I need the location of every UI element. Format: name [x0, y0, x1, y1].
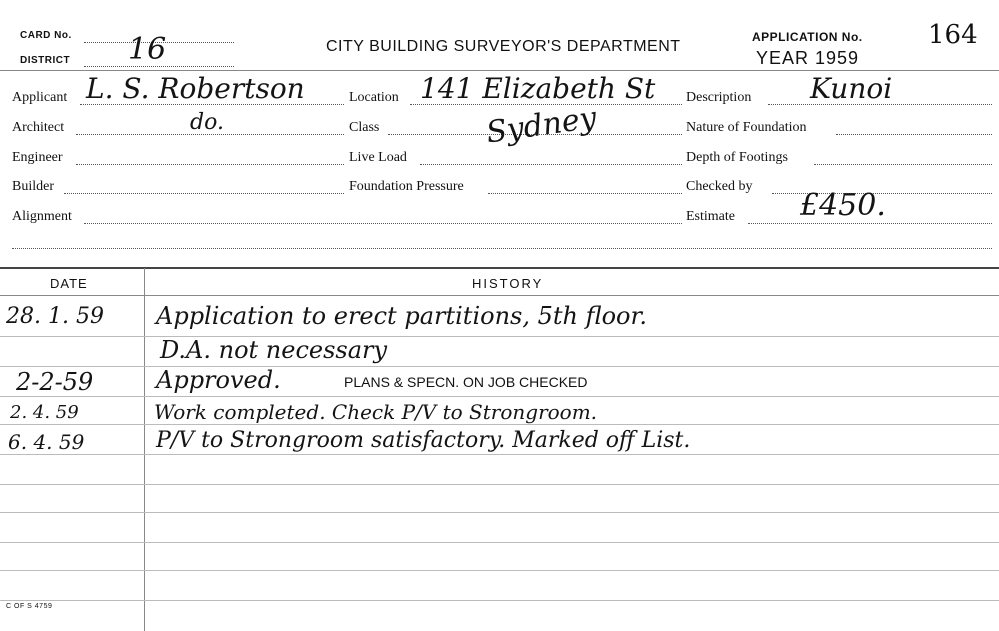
- engineer-line: [76, 164, 344, 165]
- class-label: Class: [349, 120, 380, 135]
- history-header: HISTORY: [472, 276, 544, 291]
- history-line: [0, 484, 999, 485]
- nature-line: [836, 134, 992, 135]
- depth-of-footings-label: Depth of Footings: [686, 150, 788, 165]
- history-line: [0, 396, 999, 397]
- application-number: 164: [928, 20, 978, 50]
- history-line: [0, 336, 999, 337]
- history-top-rule: [0, 267, 999, 269]
- history-line: [0, 542, 999, 543]
- location-label: Location: [349, 90, 399, 105]
- entry-text: P/V to Strongroom satisfactory. Marked off List.: [156, 428, 691, 453]
- year-label: YEAR 1959: [756, 48, 860, 68]
- history-line: [0, 570, 999, 571]
- card-no-label: CARD No.: [20, 30, 72, 41]
- live-load-label: Live Load: [349, 150, 407, 165]
- checked-by-label: Checked by: [686, 179, 753, 194]
- description-value: Kunoi: [810, 72, 893, 105]
- date-header: DATE: [50, 276, 88, 291]
- entry-text: Approved.: [156, 366, 281, 394]
- entry-text: D.A. not necessary: [160, 336, 388, 364]
- depth-line: [814, 164, 992, 165]
- entry-date: 2. 4. 59: [10, 402, 79, 423]
- estimate-label: Estimate: [686, 209, 735, 224]
- estimate-value: £450.: [800, 188, 886, 223]
- history-line: [0, 600, 999, 601]
- district-value: 16: [128, 32, 167, 67]
- history-line: [0, 454, 999, 455]
- header-rule: [0, 70, 999, 71]
- entry-date: 6. 4. 59: [8, 430, 85, 454]
- entry-text: Work completed. Check P/V to Strongroom.: [154, 400, 598, 424]
- estimate-line: [748, 223, 992, 224]
- architect-value: do.: [190, 110, 224, 135]
- live-load-line: [420, 164, 682, 165]
- district-label: DISTRICT: [20, 55, 71, 66]
- entry-date: 28. 1. 59: [6, 304, 104, 329]
- description-label: Description: [686, 90, 752, 105]
- entry-date: 2-2-59: [16, 368, 94, 396]
- history-line: [0, 512, 999, 513]
- blank-line: [12, 248, 992, 249]
- history-line: [0, 366, 999, 367]
- builder-label: Builder: [12, 179, 54, 194]
- alignment-line: [84, 223, 682, 224]
- builder-line: [64, 193, 344, 194]
- entry-text: Application to erect partitions, 5th floor.: [156, 302, 647, 330]
- plans-checked-stamp: PLANS & SPECN. ON JOB CHECKED: [344, 374, 588, 390]
- foundation-pressure-label: Foundation Pressure: [349, 179, 464, 194]
- alignment-label: Alignment: [12, 209, 72, 224]
- applicant-value: L. S. Robertson: [86, 72, 305, 105]
- form-number: C OF S 4759: [6, 603, 53, 610]
- nature-of-foundation-label: Nature of Foundation: [686, 120, 807, 135]
- application-label: APPLICATION No.: [752, 30, 863, 44]
- location-value-2: Sydney: [484, 100, 599, 151]
- history-line: [0, 424, 999, 425]
- engineer-label: Engineer: [12, 150, 63, 165]
- location-value: 141 Elizabeth St: [420, 72, 656, 105]
- applicant-label: Applicant: [12, 90, 68, 105]
- date-column-divider: [144, 268, 145, 631]
- foundation-pressure-line: [488, 193, 682, 194]
- architect-label: Architect: [12, 120, 65, 135]
- history-header-rule: [0, 295, 999, 296]
- department-title: CITY BUILDING SURVEYOR'S DEPARTMENT: [326, 38, 681, 55]
